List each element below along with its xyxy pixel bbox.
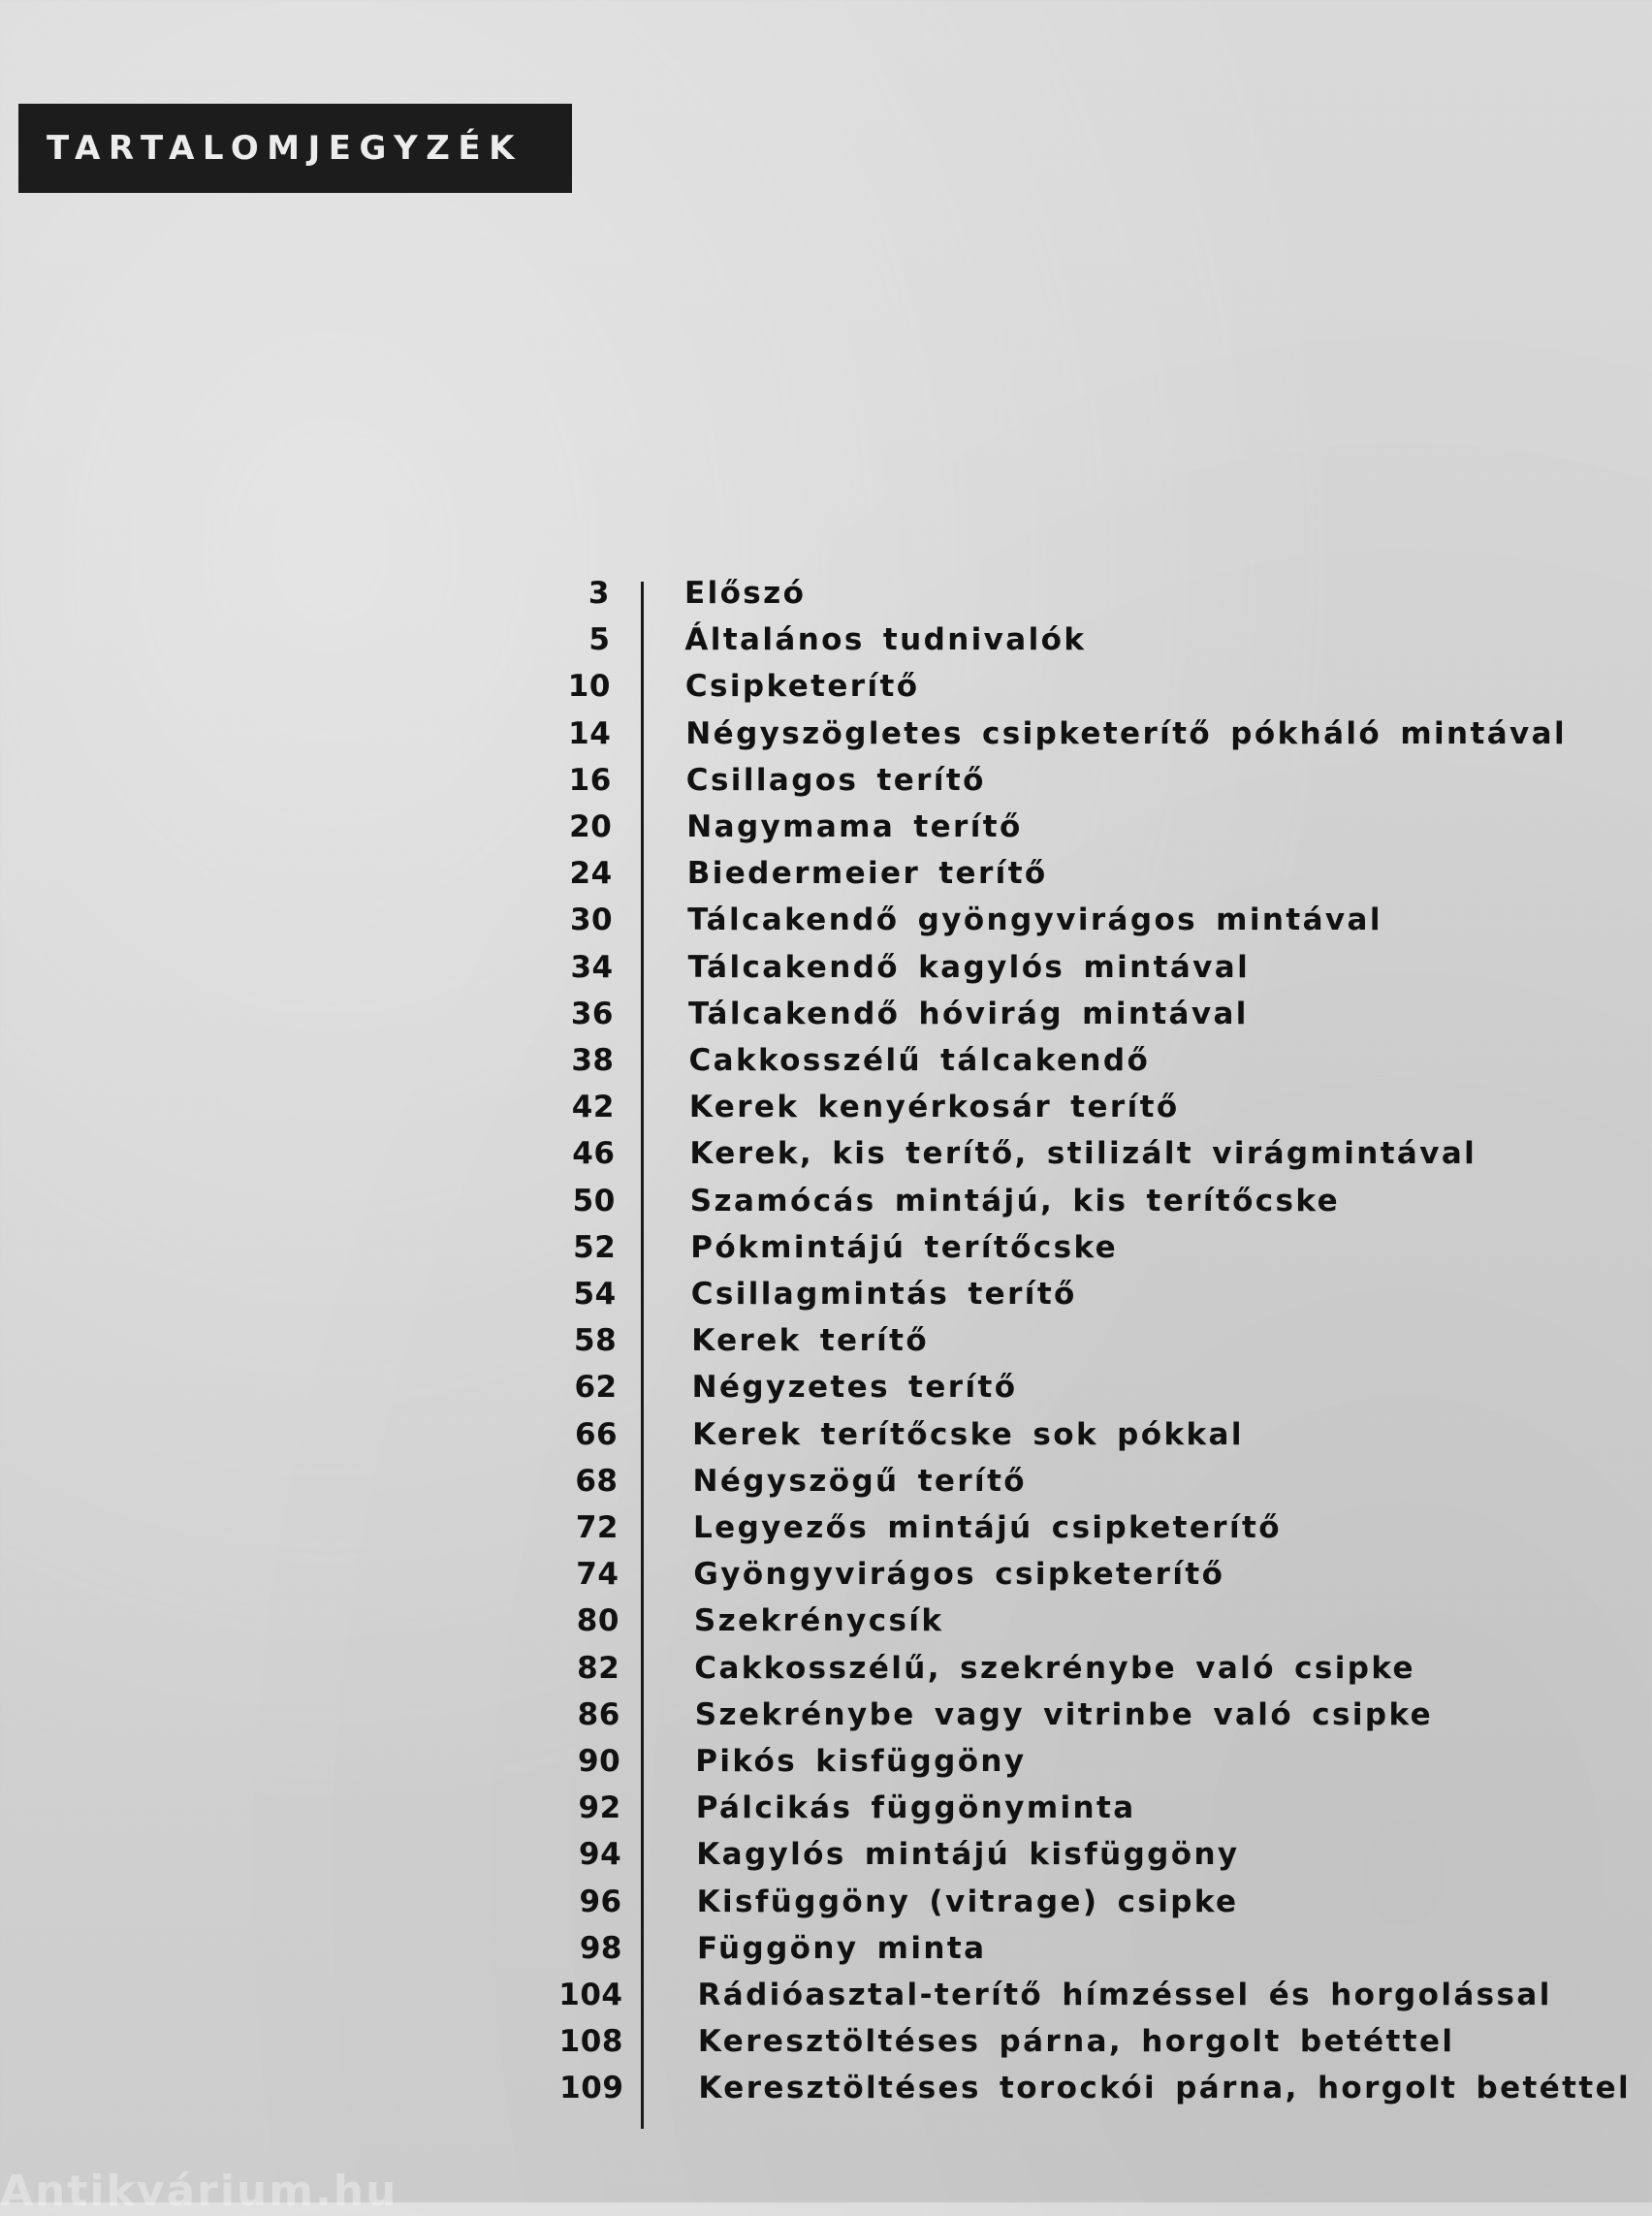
toc-entry-title: Négyzetes terítő <box>692 1370 1018 1405</box>
toc-entry-title: Kerek terítőcske sok pókkal <box>692 1417 1244 1452</box>
toc-entry-title: Szekrénycsík <box>694 1603 943 1638</box>
toc-entry-title: Négyszögletes csipketerítő pókháló mintával <box>685 716 1567 751</box>
toc-entry-title: Kisfüggöny (vitrage) csipke <box>697 1884 1239 1919</box>
title-banner <box>18 104 572 193</box>
toc-page-number: 58 <box>574 1323 617 1358</box>
toc-entry <box>0 570 1652 617</box>
toc-entry <box>10 1598 1652 1644</box>
toc-page-number: 68 <box>575 1464 618 1499</box>
toc-entry <box>0 617 1652 663</box>
watermark-text: Antikvárium.hu <box>0 2167 397 2216</box>
toc-entry <box>9 1458 1652 1504</box>
toc-entry <box>14 2018 1652 2065</box>
toc-entry <box>2 757 1652 804</box>
toc-entry-title: Csillagos terítő <box>686 763 986 798</box>
toc-page-number: 74 <box>576 1557 619 1592</box>
toc-entry-title: Pókmintájú terítőcske <box>690 1230 1118 1265</box>
toc-entry-title: Pikós kisfüggöny <box>695 1744 1026 1779</box>
toc-page-number: 109 <box>559 2071 623 2105</box>
toc-page-number: 80 <box>577 1603 620 1638</box>
toc-page-number: 36 <box>571 997 614 1031</box>
toc-page-number: 86 <box>578 1697 620 1732</box>
toc-entry-title: Szamócás mintájú, kis terítőcske <box>690 1184 1340 1219</box>
toc-entry-title: Pálcikás függönyminta <box>696 1790 1136 1825</box>
toc-page-number: 5 <box>588 622 610 657</box>
toc-entry <box>3 850 1652 897</box>
toc-page-number: 14 <box>568 716 611 751</box>
toc-page-number: 108 <box>559 2024 623 2059</box>
toc-entry <box>11 1692 1652 1738</box>
toc-page-number: 24 <box>570 856 613 891</box>
toc-entry-title: Biedermeier terítő <box>687 856 1048 891</box>
toc-entry-title: Cakkosszélű, szekrénybe való csipke <box>694 1651 1415 1686</box>
toc-page-number: 42 <box>572 1090 615 1124</box>
toc-entry <box>3 897 1652 943</box>
toc-page-number: 50 <box>573 1184 616 1219</box>
toc-page-number: 38 <box>571 1043 614 1078</box>
toc-entry <box>5 1130 1652 1177</box>
toc-page-number: 96 <box>579 1884 621 1919</box>
toc-page-number: 46 <box>572 1136 615 1171</box>
toc-entry-title: Szekrénybe vagy vitrinbe való csipke <box>695 1697 1433 1732</box>
toc-page-number: 98 <box>580 1931 622 1966</box>
toc-entry <box>9 1551 1652 1598</box>
toc-entry <box>6 1178 1652 1224</box>
toc-page-number: 66 <box>575 1417 618 1452</box>
toc-entry-title: Négyszögű terítő <box>693 1464 1028 1499</box>
toc-entry-title: Kerek, kis terítő, stilizált virágmintával <box>689 1136 1477 1171</box>
toc-entry <box>8 1364 1652 1410</box>
toc-entry <box>12 1785 1652 1831</box>
toc-entry <box>12 1831 1652 1878</box>
toc-entry-title: Csipketerítő <box>685 669 920 704</box>
toc-page-number: 62 <box>574 1370 617 1405</box>
toc-entry-title: Nagymama terítő <box>686 809 1022 844</box>
toc-entry <box>4 991 1652 1037</box>
toc-page-number: 10 <box>568 669 611 704</box>
toc-entry <box>10 1645 1652 1692</box>
toc-page-number: 52 <box>573 1230 616 1265</box>
toc-entry-title: Kerek terítő <box>691 1323 929 1358</box>
toc-page-number: 72 <box>576 1510 619 1545</box>
toc-page-number: 92 <box>579 1790 621 1825</box>
toc-page-number: 104 <box>558 1978 622 2012</box>
toc-page-number: 82 <box>577 1651 620 1686</box>
toc-entry <box>13 1879 1652 1925</box>
toc-page-number: 30 <box>570 902 613 937</box>
toc-page-number: 94 <box>579 1837 621 1872</box>
toc-page-number: 34 <box>570 950 613 985</box>
toc-entry <box>4 944 1652 991</box>
toc-entry <box>2 804 1652 850</box>
toc-entry-title: Csillagmintás terítő <box>691 1277 1077 1312</box>
toc-page-number: 90 <box>578 1744 620 1779</box>
toc-entry-title: Általános tudnivalók <box>684 622 1086 657</box>
toc-entry-title: Tálcakendő gyöngyvirágos mintával <box>687 902 1382 937</box>
toc-entry <box>1 711 1652 757</box>
toc-entry-title: Kagylós mintájú kisfüggöny <box>696 1837 1239 1872</box>
toc-entry-title: Kerek kenyérkosár terítő <box>689 1090 1180 1124</box>
page-title: TARTALOMJEGYZÉK <box>47 129 523 168</box>
toc-entry <box>7 1317 1652 1364</box>
toc-entry <box>1 663 1652 710</box>
toc-entry-title: Keresztöltéses torockói párna, horgolt betéttel <box>698 2071 1631 2105</box>
toc-entry-title: Keresztöltéses párna, horgolt betéttel <box>698 2024 1455 2059</box>
toc-entry <box>5 1037 1652 1084</box>
toc-entry-title: Cakkosszélű tálcakendő <box>689 1043 1151 1078</box>
toc-page-number: 16 <box>569 763 612 798</box>
toc-entry-title: Rádióasztal-terítő hímzéssel és horgolással <box>698 1978 1552 2012</box>
toc-entry <box>11 1738 1652 1785</box>
toc-entry <box>8 1411 1652 1458</box>
toc-page-number: 54 <box>574 1277 617 1312</box>
toc-entry <box>5 1084 1652 1130</box>
toc-entry <box>9 1504 1652 1551</box>
toc-entry-title: Gyöngyvirágos csipketerítő <box>693 1557 1224 1592</box>
toc-entry-title: Tálcakendő kagylós mintával <box>688 950 1251 985</box>
toc-entry <box>7 1271 1652 1317</box>
toc-entry-title: Előszó <box>684 576 806 611</box>
toc-entry <box>14 2065 1652 2111</box>
toc-entry <box>14 1972 1652 2018</box>
toc-entry <box>6 1224 1652 1271</box>
toc-entry <box>13 1925 1652 1972</box>
toc-page-number: 20 <box>569 809 612 844</box>
toc-page-number: 3 <box>588 576 610 611</box>
toc-entry-title: Függöny minta <box>697 1931 986 1966</box>
toc-entry-title: Tálcakendő hóvirág mintával <box>688 997 1249 1031</box>
toc-entry-title: Legyezős mintájú csipketerítő <box>693 1510 1282 1545</box>
